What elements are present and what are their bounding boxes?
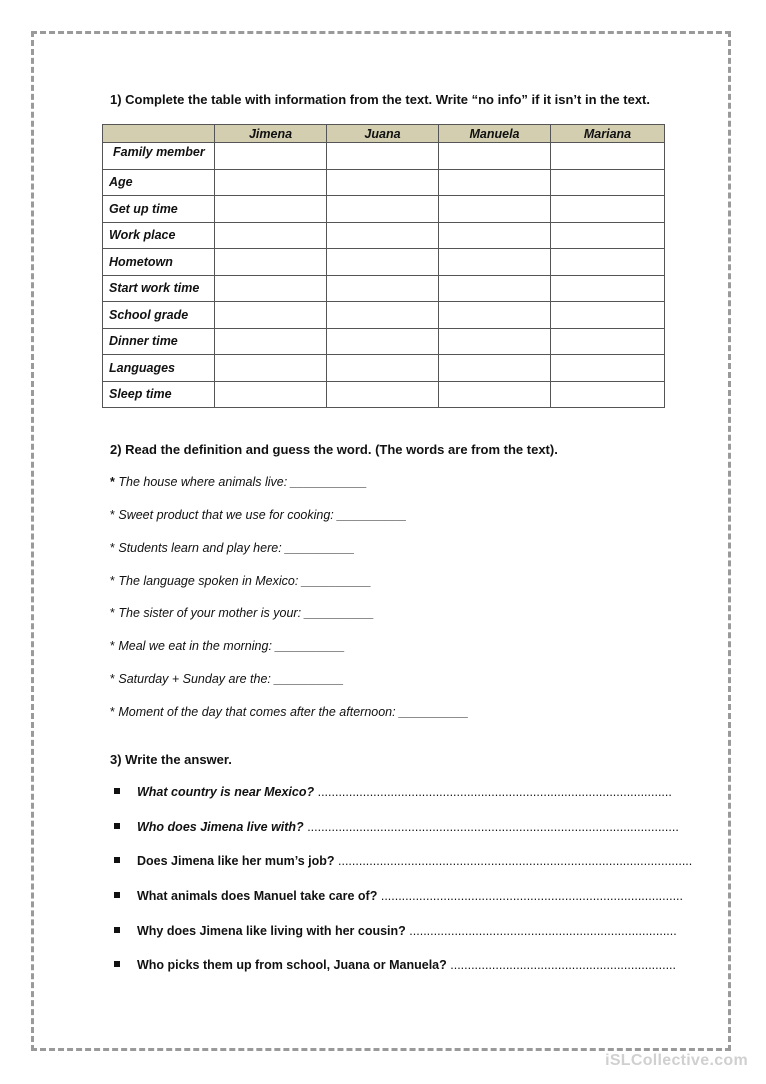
answer-cell[interactable] — [551, 355, 665, 382]
definition-item: * Sweet product that we use for cooking: __________ — [110, 508, 407, 522]
answer-dots[interactable]: ........................................................................................................... — [307, 820, 679, 834]
row-label: Languages — [103, 355, 215, 382]
row-label: Hometown — [103, 249, 215, 276]
bullet-icon — [114, 927, 120, 933]
table-row — [103, 249, 665, 276]
definition-item: * Saturday + Sunday are the: __________ — [110, 672, 344, 686]
table-row — [103, 196, 665, 223]
table-row — [103, 328, 665, 355]
definition-text: The house where animals live: ___________ — [118, 475, 368, 489]
row-label: Work place — [103, 222, 215, 249]
question-text: What animals does Manuel take care of? — [137, 889, 378, 903]
header-jimena: Jimena — [215, 125, 327, 143]
answer-cell[interactable] — [439, 328, 551, 355]
definition-item: * The sister of your mother is your: __________ — [110, 606, 375, 620]
answer-cell[interactable] — [327, 143, 439, 170]
row-label: Start work time — [103, 275, 215, 302]
answer-cell[interactable] — [327, 328, 439, 355]
answer-cell[interactable] — [439, 196, 551, 223]
table-row — [103, 355, 665, 382]
definition-item: * Moment of the day that comes after the afternoon: __________ — [110, 705, 469, 719]
bullet-icon — [114, 892, 120, 898]
question-text: What country is near Mexico? — [137, 785, 315, 799]
answer-cell[interactable] — [327, 381, 439, 408]
answer-dots[interactable]: ................................................................. — [450, 958, 676, 972]
watermark: iSLCollective.com — [605, 1052, 748, 1069]
answer-cell[interactable] — [215, 249, 327, 276]
bullet-icon — [114, 961, 120, 967]
answer-cell[interactable] — [551, 381, 665, 408]
answer-dots[interactable]: ....................................................................................... — [380, 889, 683, 903]
table-row — [103, 169, 665, 196]
definition-item: * Meal we eat in the morning: __________ — [110, 639, 345, 653]
question-item — [114, 889, 683, 903]
answer-cell[interactable] — [327, 275, 439, 302]
answer-cell[interactable] — [439, 249, 551, 276]
table-row — [103, 275, 665, 302]
answer-cell[interactable] — [215, 355, 327, 382]
answer-cell[interactable] — [439, 143, 551, 170]
bullet-icon — [114, 857, 120, 863]
answer-cell[interactable] — [551, 302, 665, 329]
answer-cell[interactable] — [551, 249, 665, 276]
row-label: Sleep time — [103, 381, 215, 408]
header-manuela: Manuela — [439, 125, 551, 143]
question-text: Who does Jimena live with? — [137, 820, 304, 834]
answer-cell[interactable] — [551, 169, 665, 196]
definition-text: The language spoken in Mexico: __________ — [118, 574, 372, 588]
bullet-icon — [114, 788, 120, 794]
table-row — [103, 222, 665, 249]
answer-cell[interactable] — [215, 222, 327, 249]
section1-title: 1) Complete the table with information from the text. Write “no info” if it isn’t in the text. — [110, 92, 650, 107]
question-item — [114, 958, 676, 972]
table-header-row — [103, 125, 665, 143]
question-text: Who picks them up from school, Juana or Manuela? — [137, 958, 447, 972]
answer-cell[interactable] — [551, 143, 665, 170]
answer-cell[interactable] — [327, 302, 439, 329]
row-label: Age — [103, 169, 215, 196]
header-blank — [103, 125, 215, 143]
answer-cell[interactable] — [327, 355, 439, 382]
row-label: School grade — [103, 302, 215, 329]
table-row — [103, 143, 665, 170]
question-item — [114, 785, 672, 799]
answer-cell[interactable] — [551, 196, 665, 223]
section2-title: 2) Read the definition and guess the word. (The words are from the text). — [110, 442, 558, 457]
answer-cell[interactable] — [327, 169, 439, 196]
section3-title: 3) Write the answer. — [110, 752, 232, 767]
definition-text: Moment of the day that comes after the afternoon: __________ — [118, 705, 469, 719]
answer-cell[interactable] — [215, 169, 327, 196]
answer-cell[interactable] — [439, 355, 551, 382]
question-item — [114, 924, 677, 938]
answer-cell[interactable] — [551, 328, 665, 355]
definition-item: * The house where animals live: ___________ — [110, 475, 368, 489]
answer-cell[interactable] — [439, 222, 551, 249]
answer-cell[interactable] — [215, 196, 327, 223]
table-row — [103, 381, 665, 408]
row-label: Dinner time — [103, 328, 215, 355]
answer-cell[interactable] — [439, 381, 551, 408]
question-text: Does Jimena like her mum’s job? — [137, 854, 335, 868]
question-text: Why does Jimena like living with her cousin? — [137, 924, 406, 938]
header-juana: Juana — [327, 125, 439, 143]
definition-text: Meal we eat in the morning: __________ — [118, 639, 345, 653]
answer-cell[interactable] — [439, 275, 551, 302]
answer-cell[interactable] — [215, 302, 327, 329]
definition-text: Saturday + Sunday are the: __________ — [118, 672, 344, 686]
row-label: Get up time — [103, 196, 215, 223]
answer-cell[interactable] — [551, 275, 665, 302]
definition-text: Sweet product that we use for cooking: __________ — [118, 508, 407, 522]
bullet-icon — [114, 823, 120, 829]
answer-dots[interactable]: ............................................................................. — [409, 924, 677, 938]
answer-cell[interactable] — [327, 222, 439, 249]
answer-cell[interactable] — [551, 222, 665, 249]
row-label: Family member — [103, 143, 215, 170]
definition-item: * Students learn and play here: __________ — [110, 541, 355, 555]
answer-cell[interactable] — [215, 328, 327, 355]
answer-cell[interactable] — [215, 275, 327, 302]
header-mariana: Mariana — [551, 125, 665, 143]
definition-text: Students learn and play here: __________ — [118, 541, 355, 555]
definition-item: * The language spoken in Mexico: __________ — [110, 574, 372, 588]
definition-text: The sister of your mother is your: __________ — [118, 606, 375, 620]
question-item — [114, 820, 679, 834]
answer-cell[interactable] — [439, 169, 551, 196]
question-item — [114, 854, 692, 868]
info-table — [102, 124, 665, 408]
answer-dots[interactable]: ...................................................................................................... — [338, 854, 693, 868]
table-row — [103, 302, 665, 329]
answer-cell[interactable] — [327, 196, 439, 223]
answer-cell[interactable] — [215, 381, 327, 408]
answer-cell[interactable] — [215, 143, 327, 170]
answer-cell[interactable] — [327, 249, 439, 276]
answer-cell[interactable] — [439, 302, 551, 329]
answer-dots[interactable]: ...................................................................................................... — [317, 785, 672, 799]
